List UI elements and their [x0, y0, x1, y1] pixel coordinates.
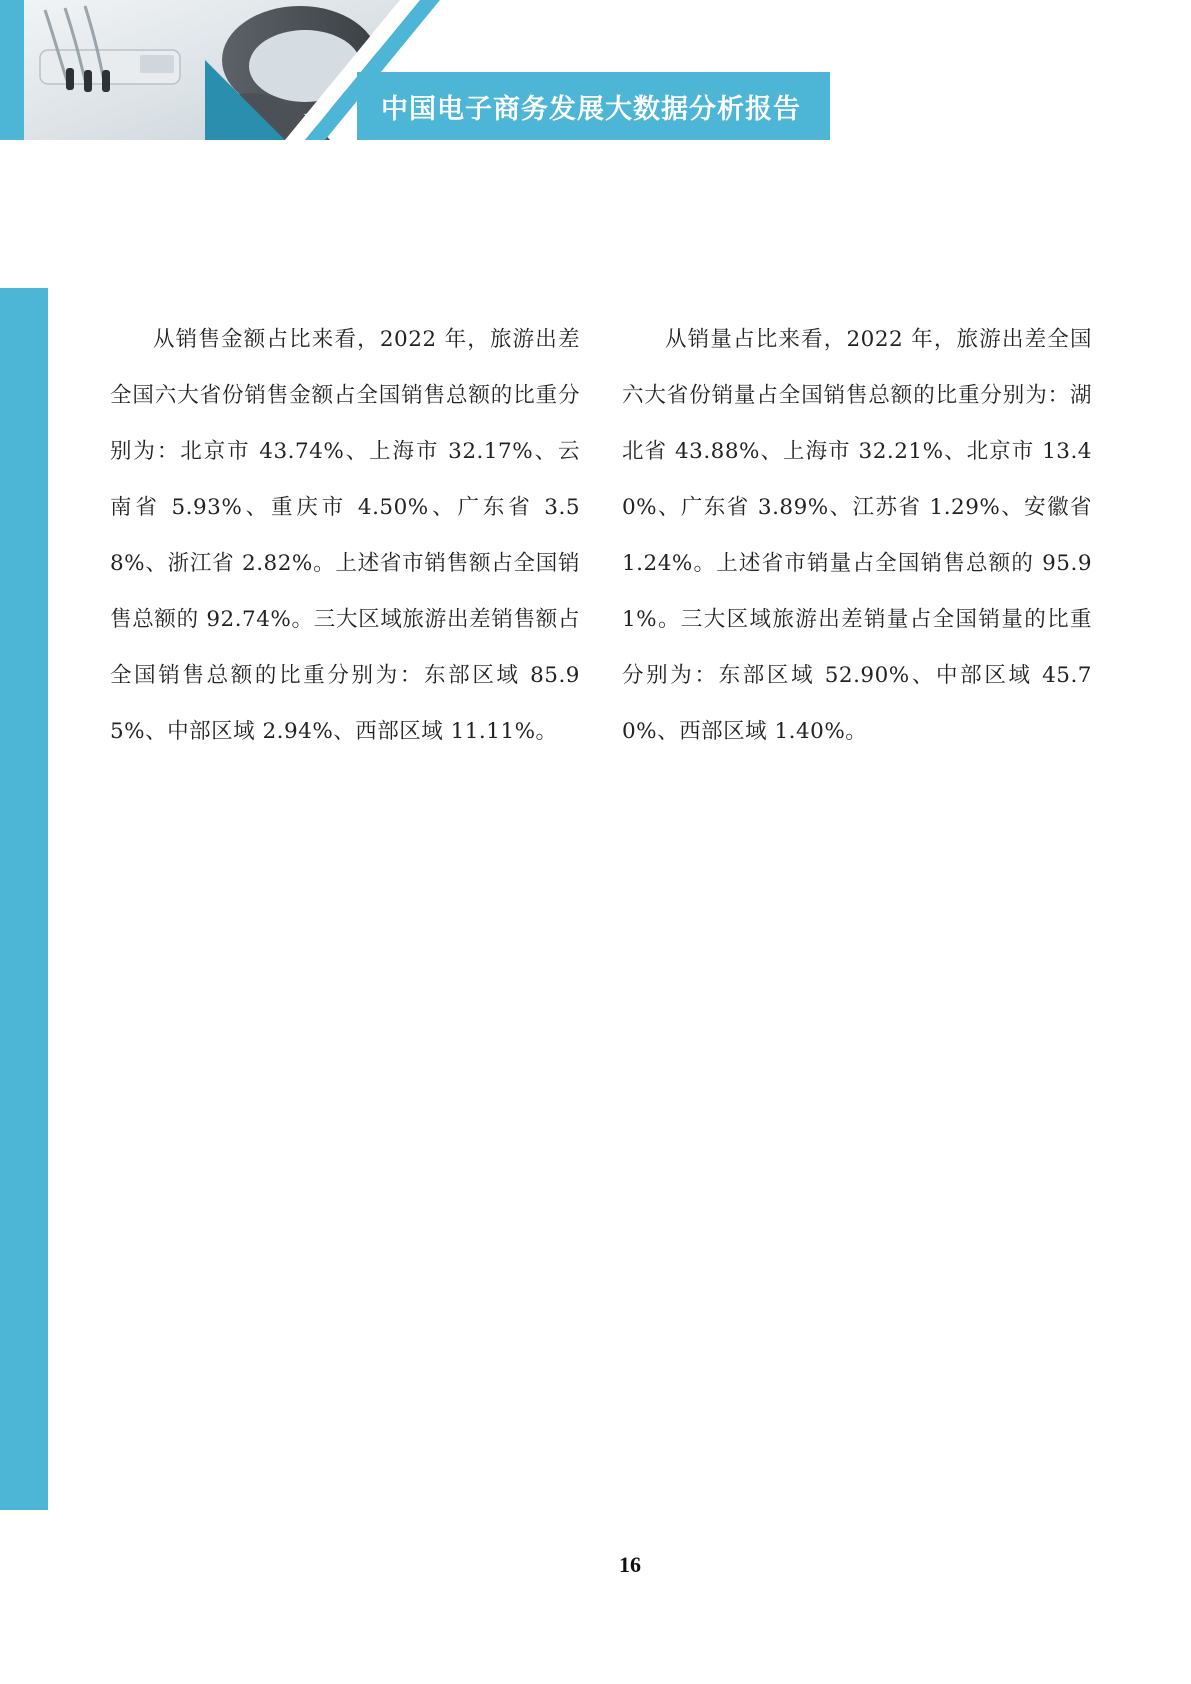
sales-volume-paragraph: 从销量占比来看，2022 年，旅游出差全国六大省份销量占全国销售总额的比重分别为：湖北省 43.88%、上海市 32.21%、北京市 13.40%、广东省 3.89%、江苏省 1.29%、安徽省 1.24%。上述省市销量占全国销售总额的 95.91%。三大区域旅游出差销量占全国销量的比重分别为：东部区域 52.90%、中部区域 45.70%、西部区域 1.40%。: [622, 326, 1092, 744]
sales-amount-paragraph: 从销售金额占比来看，2022 年，旅游出差全国六大省份销售金额占全国销售总额的比重分别为：北京市 43.74%、上海市 32.17%、云南省 5.93%、重庆市 4.50%、广东省 3.58%、浙江省 2.82%。上述省市销售额占全国销售总额的 92.74%。三大区域旅游出差销售额占全国销售总额的比重分别为：东部区域 85.95%、中部区域 2.94%、西部区域 11.11%。: [110, 326, 580, 744]
page-number: 16: [619, 1552, 641, 1577]
side-accent-bar: [0, 288, 48, 1510]
header-title-banner: [357, 72, 830, 140]
report-title: 中国电子商务发展大数据分析报告: [381, 93, 801, 125]
page-header: [0, 0, 1191, 145]
